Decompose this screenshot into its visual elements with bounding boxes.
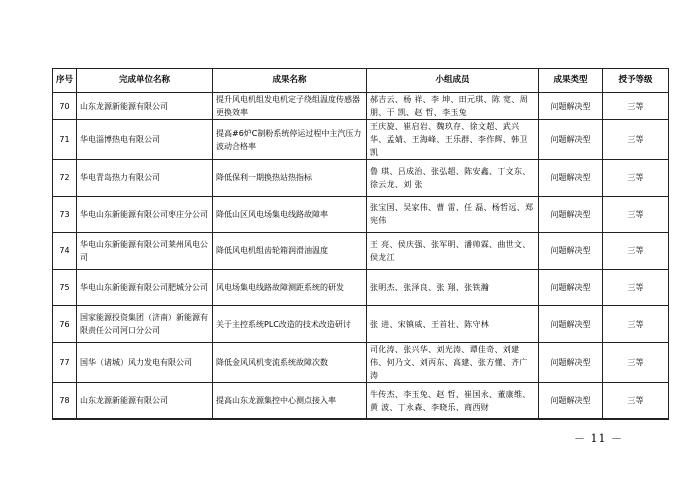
cell-grade: 三等 [603,342,669,382]
cell-no: 70 [53,93,77,120]
cell-unit: 华电山东新能源有限公司肥城分公司 [77,269,213,306]
cell-title: 关于主控系统PLC改造的技术改造研讨 [213,306,367,343]
cell-grade: 三等 [603,382,669,419]
cell-members: 鲁 琪、吕成治、张弘超、陈安鑫、丁文东、徐云龙、刘 张 [367,160,539,197]
table-row [53,306,669,343]
cell-grade: 三等 [603,306,669,343]
table-row [53,196,669,233]
table-row [53,382,669,419]
cell-type: 问题解决型 [539,342,603,382]
cell-type: 问题解决型 [539,382,603,419]
table-row [53,160,669,197]
cell-title: 提高#6炉C制粉系统停运过程中主汽压力波动合格率 [213,120,367,160]
award-results-table [52,68,669,420]
cell-no: 77 [53,342,77,382]
cell-unit: 华电山东新能源有限公司枣庄分公司 [77,196,213,233]
cell-unit: 国华（诸城）风力发电有限公司 [77,342,213,382]
cell-unit: 山东龙源新能源有限公司 [77,382,213,419]
cell-no: 76 [53,306,77,343]
table-row [53,233,669,270]
cell-grade: 三等 [603,160,669,197]
cell-members: 王 亮、侯庆强、张军明、潘帅霖、曲世文、侯龙江 [367,233,539,270]
cell-no: 75 [53,269,77,306]
table-body [53,93,669,420]
table-row [53,93,669,120]
cell-members: 牛传杰、李玉兔、赵 哲、崔国永、董康维、黄 波、丁永森、李晓乐、商西财 [367,382,539,419]
header-type: 成果类型 [539,69,603,93]
header-no: 序号 [53,69,77,93]
cell-unit: 国家能源投资集团（济南）新能源有限责任公司河口分公司 [77,306,213,343]
cell-unit: 华电山东新能源有限公司莱州风电公司 [77,233,213,270]
cell-title: 降低保利一期换热站热指标 [213,160,367,197]
cell-title: 风电场集电线路故障测距系统的研发 [213,269,367,306]
cell-members: 张明杰、张泽良、张 翔、张铁瀚 [367,269,539,306]
header-title: 成果名称 [213,69,367,93]
table-header-row [53,69,669,93]
cell-no: 73 [53,196,77,233]
header-grade: 授予等级 [603,69,669,93]
cell-members: 张 进、宋镇威、王首壮、陈守林 [367,306,539,343]
cell-no: 78 [53,382,77,419]
cell-type: 问题解决型 [539,93,603,120]
cell-no: 71 [53,120,77,160]
header-members: 小组成员 [367,69,539,93]
cell-grade: 三等 [603,120,669,160]
cell-members: 司化涛、张兴华、刘光涛、谭佳奇、刘建伟、何乃文、刘丙东、高建、张方懂、齐广涛 [367,342,539,382]
cell-type: 问题解决型 [539,233,603,270]
page-number: － 11 － [574,432,623,445]
cell-grade: 三等 [603,233,669,270]
cell-no: 74 [53,233,77,270]
cell-type: 问题解决型 [539,269,603,306]
cell-title: 提升风电机组发电机定子绕组温度传感器更换效率 [213,93,367,120]
cell-unit: 华电青岛热力有限公司 [77,160,213,197]
cell-members: 王庆旋、崔启岩、魏玖存、徐文超、武兴华、孟婧、王海峰、王乐群、李作辉、韩卫凯 [367,120,539,160]
table-row [53,120,669,160]
cell-type: 问题解决型 [539,160,603,197]
header-unit: 完成单位名称 [77,69,213,93]
cell-grade: 三等 [603,196,669,233]
cell-unit: 华电淄博热电有限公司 [77,120,213,160]
cell-grade: 三等 [603,269,669,306]
cell-title: 降低风电机组齿轮箱润滑油温度 [213,233,367,270]
cell-title: 降低山区风电场集电线路故障率 [213,196,367,233]
cell-members: 张宝国、吴家伟、曹 雷、任 磊、杨哲远、郑宪伟 [367,196,539,233]
cell-title: 降低金风风机变流系统故障次数 [213,342,367,382]
cell-grade: 三等 [603,93,669,120]
cell-type: 问题解决型 [539,120,603,160]
cell-type: 问题解决型 [539,306,603,343]
table-row [53,342,669,382]
cell-title: 提高山东龙源集控中心测点接入率 [213,382,367,419]
cell-unit: 山东龙源新能源有限公司 [77,93,213,120]
cell-no: 72 [53,160,77,197]
cell-members: 郝吉云、杨 祥、李 坤、田元琪、陈 宽、周 朋、于 凯、赵 哲、李玉兔 [367,93,539,120]
cell-type: 问题解决型 [539,196,603,233]
table-row [53,269,669,306]
